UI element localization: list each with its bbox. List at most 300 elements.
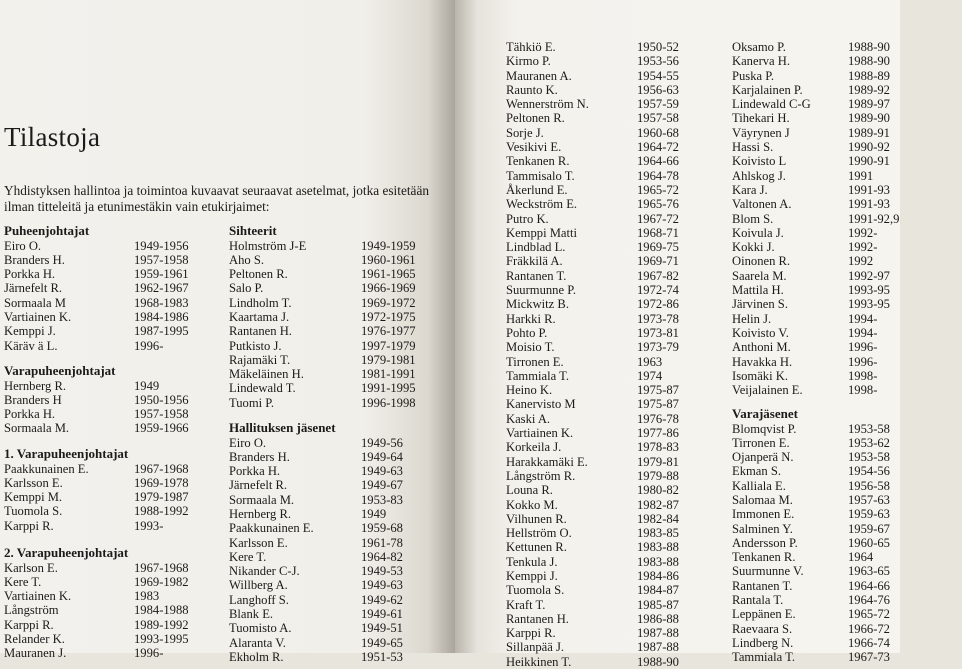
years: 1966-72 — [848, 621, 890, 636]
list-item — [229, 239, 459, 253]
list-item — [229, 367, 459, 381]
list-item — [4, 519, 234, 533]
person-name: Karppi R. — [506, 626, 556, 641]
list-item — [732, 69, 962, 83]
list-item — [732, 40, 962, 54]
list-item — [4, 462, 234, 476]
person-name: Rantala T. — [732, 593, 784, 608]
list-item — [229, 339, 459, 353]
list-item — [732, 536, 962, 550]
years: 1990-92 — [848, 140, 890, 155]
years: 1998- — [848, 368, 878, 383]
person-name: Lindewald C-G — [732, 97, 811, 112]
list-item — [506, 269, 736, 283]
years: 1953-83 — [361, 492, 403, 507]
person-name: Tenkanen R. — [732, 550, 796, 565]
rows — [4, 379, 234, 436]
list-item — [4, 476, 234, 490]
person-name: Hernberg R. — [229, 506, 292, 521]
list-item — [506, 640, 736, 654]
list-item — [506, 111, 736, 125]
person-name: Karlson E. — [4, 560, 58, 575]
list-item — [506, 397, 736, 411]
years: 1957-63 — [848, 492, 890, 507]
list-item — [229, 650, 459, 664]
list-item — [4, 632, 234, 646]
years: 1982-87 — [637, 497, 679, 512]
list-item — [732, 650, 962, 664]
years: 1960-1961 — [361, 252, 416, 267]
person-name: Havakka H. — [732, 354, 793, 369]
years: 1969-1982 — [134, 574, 189, 589]
list-item — [732, 297, 962, 311]
list-item — [732, 83, 962, 97]
person-name: Hernberg R. — [4, 378, 67, 393]
list-item — [506, 126, 736, 140]
list-item — [732, 383, 962, 397]
list-item — [506, 512, 736, 526]
section-vara1 — [4, 447, 234, 533]
person-name: Suurmunne P. — [506, 283, 576, 298]
years: 1957-58 — [637, 111, 679, 126]
years: 1965-76 — [637, 197, 679, 212]
years: 1996-1998 — [361, 395, 416, 410]
list-item — [229, 478, 459, 492]
person-name: Kere T. — [4, 574, 42, 589]
list-item — [506, 598, 736, 612]
years: 1969-1978 — [134, 475, 189, 490]
person-name: Tenkanen R. — [506, 154, 570, 169]
person-name: Raevaara S. — [732, 621, 793, 636]
years: 1959-68 — [361, 521, 403, 536]
years: 1953-58 — [848, 450, 890, 465]
list-item — [506, 197, 736, 211]
years: 1964-66 — [637, 154, 679, 169]
years: 1993- — [134, 518, 164, 533]
years: 1951-53 — [361, 649, 403, 664]
person-name: Nikander C-J. — [229, 564, 300, 579]
years: 1949 — [134, 378, 160, 393]
list-item — [506, 626, 736, 640]
person-name: Eiro O. — [4, 238, 42, 253]
section-sihteerit — [229, 224, 459, 410]
years: 1988-89 — [848, 68, 890, 83]
years: 1949-56 — [361, 435, 403, 450]
years: 1949-64 — [361, 449, 403, 464]
list-item — [4, 393, 234, 407]
list-item — [229, 507, 459, 521]
list-item — [732, 436, 962, 450]
section-puheenjohtajat — [4, 224, 234, 353]
person-name: Veijalainen E. — [732, 383, 803, 398]
years: 1959-1966 — [134, 421, 189, 436]
person-name: Valtonen A. — [732, 197, 792, 212]
years: 1979-81 — [637, 454, 679, 469]
list-item — [4, 603, 234, 617]
years: 1994- — [848, 325, 878, 340]
person-name: Anthoni M. — [732, 340, 791, 355]
person-name: Tenkula J. — [506, 554, 558, 569]
person-name: Ahlskog J. — [732, 168, 786, 183]
person-name: Kokko M. — [506, 497, 558, 512]
person-name: Väyrynen J — [732, 125, 790, 140]
list-item — [4, 504, 234, 518]
list-item — [229, 450, 459, 464]
years: 1994- — [848, 311, 878, 326]
years: 1983 — [134, 589, 160, 604]
person-name: Koivisto V. — [732, 325, 789, 340]
person-name: Salo P. — [229, 281, 264, 296]
person-name: Branders H. — [4, 252, 65, 267]
years: 1973-78 — [637, 311, 679, 326]
rows — [229, 239, 459, 411]
person-name: Järvinen S. — [732, 297, 788, 312]
person-name: Louna R. — [506, 483, 553, 498]
person-name: Helin J. — [732, 311, 772, 326]
list-item — [4, 618, 234, 632]
person-name: Heino K. — [506, 383, 553, 398]
list-item — [229, 593, 459, 607]
years: 1984-1988 — [134, 603, 189, 618]
person-name: Rantanen T. — [506, 268, 567, 283]
list-item — [732, 212, 962, 226]
years: 1992 — [848, 254, 874, 269]
years: 1998- — [848, 383, 878, 398]
person-name: Sillanpää J. — [506, 640, 565, 655]
list-item — [732, 522, 962, 536]
list-item — [506, 526, 736, 540]
years: 1978-83 — [637, 440, 679, 455]
list-item — [229, 324, 459, 338]
person-name: Alaranta V. — [229, 635, 286, 650]
person-name: Heikkinen T. — [506, 654, 572, 669]
person-name: Vartiainen K. — [506, 426, 574, 441]
years: 1966-74 — [848, 635, 890, 650]
person-name: Långström — [4, 603, 59, 618]
list-item — [229, 464, 459, 478]
years: 1989-92 — [848, 82, 890, 97]
list-item — [506, 169, 736, 183]
list-item — [732, 636, 962, 650]
list-item — [732, 550, 962, 564]
years: 1991-93 — [848, 197, 890, 212]
person-name: Tuomola S. — [506, 583, 565, 598]
person-name: Aho S. — [229, 252, 264, 267]
list-item — [732, 369, 962, 383]
list-item — [4, 310, 234, 324]
section-heading: Sihteerit — [229, 223, 277, 238]
person-name: Järnefelt R. — [229, 478, 288, 493]
person-name: Karppi R. — [4, 617, 54, 632]
person-name: Vilhunen R. — [506, 511, 567, 526]
person-name: Holmström J-E — [229, 238, 307, 253]
list-item — [732, 340, 962, 354]
list-item — [732, 464, 962, 478]
list-item — [229, 493, 459, 507]
person-name: Paakkunainen E. — [4, 461, 89, 476]
list-item — [506, 440, 736, 454]
list-item — [506, 140, 736, 154]
list-item — [506, 583, 736, 597]
list-item — [732, 283, 962, 297]
years: 1949-61 — [361, 607, 403, 622]
years: 1963-65 — [848, 564, 890, 579]
person-name: Ekholm R. — [229, 649, 284, 664]
years: 1991-1995 — [361, 381, 416, 396]
years: 1977-86 — [637, 426, 679, 441]
years: 1988-90 — [848, 54, 890, 69]
rows — [4, 462, 234, 533]
years: 1996- — [848, 354, 878, 369]
person-name: Karlsson E. — [4, 475, 63, 490]
person-name: Hellström O. — [506, 526, 572, 541]
years: 1959-67 — [848, 521, 890, 536]
person-name: Harkki R. — [506, 311, 556, 326]
person-name: Tuomi P. — [229, 395, 275, 410]
person-name: Salminen Y. — [732, 521, 793, 536]
person-name: Paakkunainen E. — [229, 521, 314, 536]
list-item — [732, 326, 962, 340]
list-item — [4, 589, 234, 603]
list-item — [506, 498, 736, 512]
years: 1962-1967 — [134, 281, 189, 296]
years: 1984-87 — [637, 583, 679, 598]
list-item — [506, 369, 736, 383]
person-name: Rantanen H. — [229, 324, 292, 339]
list-item — [4, 239, 234, 253]
list-item — [732, 312, 962, 326]
person-name: Putkisto J. — [229, 338, 282, 353]
list-item — [229, 636, 459, 650]
person-name: Branders H — [4, 392, 62, 407]
years: 1987-88 — [637, 640, 679, 655]
person-name: Lindewald T. — [229, 381, 296, 396]
person-name: Blank E. — [229, 607, 274, 622]
list-item — [732, 622, 962, 636]
years: 1954-56 — [848, 464, 890, 479]
person-name: Mauranen J. — [4, 646, 67, 661]
list-item — [506, 54, 736, 68]
list-item — [229, 396, 459, 410]
person-name: Kirmo P. — [506, 54, 551, 69]
list-item — [4, 253, 234, 267]
years: 1967-73 — [848, 650, 890, 665]
years: 1953-56 — [637, 54, 679, 69]
years: 1953-62 — [848, 435, 890, 450]
years: 1975-87 — [637, 383, 679, 398]
section-heading: 2. Varapuheenjohtajat — [4, 545, 129, 560]
rows — [506, 40, 736, 669]
years: 1949-53 — [361, 564, 403, 579]
years: 1964-82 — [361, 549, 403, 564]
years: 1957-1958 — [134, 407, 189, 422]
list-item — [229, 281, 459, 295]
years: 1983-88 — [637, 540, 679, 555]
person-name: Raunto K. — [506, 82, 558, 97]
years: 1992- — [848, 240, 878, 255]
person-name: Ekman S. — [732, 464, 781, 479]
years: 1985-87 — [637, 597, 679, 612]
years: 1990-91 — [848, 154, 890, 169]
person-name: Kanerva H. — [732, 54, 791, 69]
years: 1949-65 — [361, 635, 403, 650]
rows — [229, 436, 459, 665]
person-name: Lindholm T. — [229, 295, 292, 310]
list-item — [229, 607, 459, 621]
rows — [4, 239, 234, 353]
years: 1953-58 — [848, 421, 890, 436]
years: 1949-1956 — [134, 238, 189, 253]
section-varapuheenjohtajat — [4, 364, 234, 436]
person-name: Vartiainen K. — [4, 309, 72, 324]
list-item — [732, 183, 962, 197]
person-name: Saarela M. — [732, 268, 787, 283]
years: 1967-1968 — [134, 560, 189, 575]
years: 1959-1961 — [134, 267, 189, 282]
list-item — [229, 267, 459, 281]
person-name: Relander K. — [4, 631, 65, 646]
list-item — [732, 493, 962, 507]
list-item — [506, 254, 736, 268]
person-name: Kaartama J. — [229, 309, 290, 324]
years: 1956-63 — [637, 82, 679, 97]
list-item — [4, 267, 234, 281]
section-vara2 — [4, 546, 234, 661]
years: 1967-1968 — [134, 461, 189, 476]
person-name: Weckström E. — [506, 197, 578, 212]
person-name: Tuomola S. — [4, 504, 63, 519]
years: 1949-51 — [361, 621, 403, 636]
person-name: Kettunen R. — [506, 540, 567, 555]
list-item — [506, 483, 736, 497]
years: 1996- — [848, 340, 878, 355]
years: 1964 — [848, 550, 874, 565]
years: 1972-86 — [637, 297, 679, 312]
years: 1949-63 — [361, 464, 403, 479]
list-item — [506, 612, 736, 626]
list-item — [229, 353, 459, 367]
page-title: Tilastoja — [4, 122, 101, 152]
person-name: Tammiala T. — [732, 650, 795, 665]
person-name: Rantanen T. — [732, 578, 793, 593]
years: 1969-71 — [637, 254, 679, 269]
years: 1949-1959 — [361, 238, 416, 253]
list-item — [732, 254, 962, 268]
years: 1963 — [637, 354, 663, 369]
rows — [4, 561, 234, 661]
years: 1989-97 — [848, 97, 890, 112]
person-name: Putro K. — [506, 211, 549, 226]
person-name: Leppänen E. — [732, 607, 796, 622]
intro-paragraph: Yhdistyksen hallintoa ja toimintoa kuvaavat seuraavat asetelmat, jotka esitetään ilman titteleitä ja etunimestäkin vain etukirjaimet: — [4, 183, 429, 214]
list-item — [732, 564, 962, 578]
list-item — [4, 561, 234, 575]
years: 1959-63 — [848, 507, 890, 522]
years: 1993-1995 — [134, 631, 189, 646]
rows — [732, 40, 962, 397]
list-item — [506, 312, 736, 326]
list-item — [506, 555, 736, 569]
years: 1957-1958 — [134, 252, 189, 267]
person-name: Mattila H. — [732, 283, 784, 298]
person-name: Karjalainen P. — [732, 82, 803, 97]
years: 1982-84 — [637, 511, 679, 526]
section-varajasenet — [732, 407, 962, 665]
list-item — [4, 324, 234, 338]
list-item — [229, 564, 459, 578]
list-item — [506, 154, 736, 168]
years: 1966-1969 — [361, 281, 416, 296]
list-item — [4, 339, 234, 353]
years: 1979-1987 — [134, 490, 189, 505]
person-name: Blom S. — [732, 211, 774, 226]
list-item — [506, 340, 736, 354]
person-name: Karppi R. — [4, 518, 54, 533]
person-name: Kaski A. — [506, 411, 551, 426]
list-item — [732, 226, 962, 240]
years: 1964-72 — [637, 140, 679, 155]
list-item — [732, 269, 962, 283]
right-page — [455, 0, 900, 669]
person-name: Kemppi J. — [4, 324, 56, 339]
rows — [732, 422, 962, 665]
list-item — [506, 212, 736, 226]
person-name: Sormaala M. — [229, 492, 295, 507]
person-name: Kara J. — [732, 182, 768, 197]
person-name: Harakkamäki E. — [506, 454, 588, 469]
person-name: Immonen E. — [732, 507, 795, 522]
list-item — [506, 426, 736, 440]
list-item — [506, 69, 736, 83]
list-item — [732, 111, 962, 125]
person-name: Järnefelt R. — [4, 281, 63, 296]
years: 1960-65 — [848, 535, 890, 550]
person-name: Andersson P. — [732, 535, 798, 550]
person-name: Puska P. — [732, 68, 774, 83]
list-item — [506, 283, 736, 297]
list-item — [4, 407, 234, 421]
person-name: Eiro O. — [229, 435, 267, 450]
person-name: Oinonen R. — [732, 254, 791, 269]
person-name: Kalliala E. — [732, 478, 786, 493]
list-item — [506, 83, 736, 97]
section-heading: Hallituksen jäsenet — [229, 420, 336, 435]
list-item — [732, 479, 962, 493]
list-item — [732, 140, 962, 154]
list-item — [229, 381, 459, 395]
list-item — [732, 54, 962, 68]
list-item — [732, 579, 962, 593]
person-name: Lindberg N. — [732, 635, 794, 650]
list-item — [506, 455, 736, 469]
years: 1950-1956 — [134, 392, 189, 407]
person-name: Kanervisto M — [506, 397, 576, 412]
list-item — [4, 379, 234, 393]
years: 1980-82 — [637, 483, 679, 498]
years: 1996- — [134, 646, 164, 661]
person-name: Kere T. — [229, 549, 267, 564]
years: 1986-88 — [637, 611, 679, 626]
list-item — [506, 469, 736, 483]
person-name: Kemppi M. — [4, 490, 63, 505]
list-item — [229, 296, 459, 310]
years: 1965-72 — [848, 607, 890, 622]
list-item — [732, 355, 962, 369]
person-name: Blomqvist P. — [732, 421, 797, 436]
years: 1968-71 — [637, 225, 679, 240]
list-item — [732, 126, 962, 140]
person-name: Lindblad L. — [506, 240, 566, 255]
